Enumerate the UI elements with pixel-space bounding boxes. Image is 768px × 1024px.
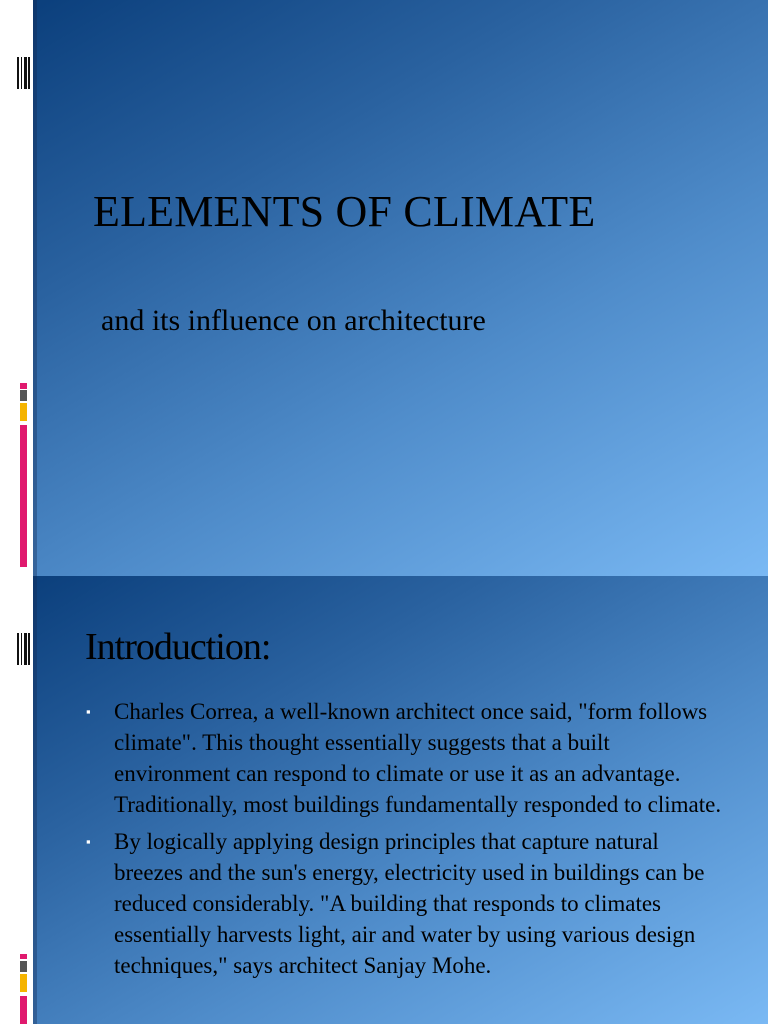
bullet-text: Charles Correa, a well-known architect once said, "form follows climate". This thought essentially suggests that a built environment can respond to climate or use it as an advantage. Traditionally, most buildings fundamentally responded to climate. — [114, 699, 722, 817]
bullet-list — [86, 696, 726, 987]
bullet-text: By logically applying design principles that capture natural breezes and the sun's energy, electricity used in buildings can be reduced considerably. "A building that responds to climates essentially harvests light, air and water by using various design techniques," says architect Sanjay Mohe. — [114, 829, 705, 978]
bullet-icon: ▪ — [86, 834, 91, 849]
bullet-icon: ▪ — [86, 704, 91, 719]
barcode-icon — [17, 57, 30, 89]
accent-strip — [20, 954, 27, 1024]
barcode-icon — [17, 633, 30, 665]
list-item — [86, 826, 726, 981]
slide-background — [33, 0, 768, 576]
slide-title: ELEMENTS OF CLIMATE — [93, 187, 596, 236]
list-item — [86, 696, 726, 820]
introduction-slide — [0, 576, 768, 1024]
slide-subtitle: and its influence on architecture — [101, 304, 486, 337]
accent-strip — [20, 383, 27, 567]
section-heading: Introduction: — [85, 626, 271, 668]
